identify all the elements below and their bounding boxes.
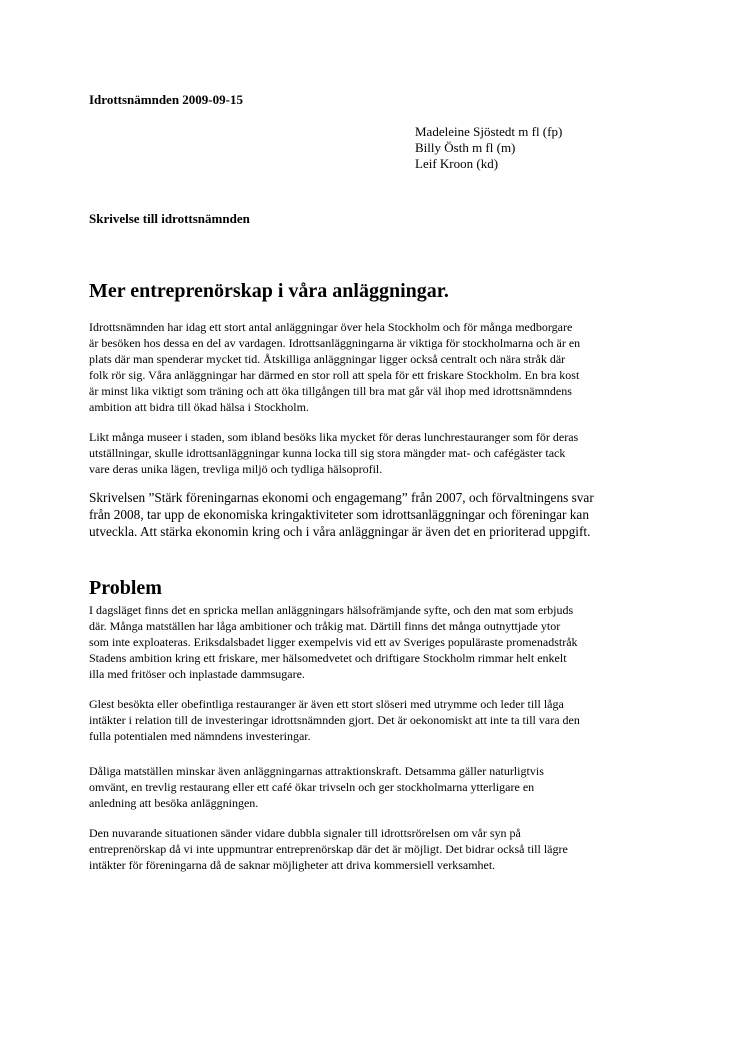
paragraph-line: Likt många museer i staden, som ibland besöks lika mycket för deras lunchrestauranger som för deras bbox=[89, 430, 579, 444]
intro-paragraph bbox=[89, 319, 659, 415]
problem-paragraph bbox=[89, 825, 659, 873]
problem-paragraph bbox=[89, 696, 659, 744]
paragraph-line: Glest besökta eller obefintliga restauranger är även ett stort slöseri med utrymme och leder till låga bbox=[89, 697, 564, 711]
section-heading-problem: Problem bbox=[89, 577, 162, 599]
paragraph-line: Idrottsnämnden har idag ett stort antal anläggningar över hela Stockholm och för många medborgare bbox=[89, 320, 573, 334]
paragraph-line: är minst lika viktigt som träning och att öka tillgången till bra mat går väl ihop med idrottsnämndens bbox=[89, 384, 572, 398]
paragraph-line: utställningar, skulle idrottsanläggningar kunna locka till sig stora mängder mat- och cafégäster tack bbox=[89, 446, 566, 460]
paragraph-line: intäkter för föreningarna då de saknar möjligheter att driva kommersiell verksamhet. bbox=[89, 858, 496, 872]
document-title: Mer entreprenörskap i våra anläggningar. bbox=[89, 280, 449, 302]
author-list bbox=[415, 124, 562, 172]
paragraph-line: är besöken hos dessa en del av vardagen. Idrottsanläggningarna är viktiga för stockholmarna och är en bbox=[89, 336, 581, 350]
paragraph-line: Stadens ambition kring ett friskare, mer hälsomedvetet och driftigare Stockholm rimmar helt enkelt bbox=[89, 651, 567, 665]
paragraph-line: folk rör sig. Våra anläggningar har därmed en stor roll att spela för ett friskare Stockholm. En bra kost bbox=[89, 368, 580, 382]
paragraph-line: anledning att besöka anläggningen. bbox=[89, 796, 259, 810]
paragraph-line: intäkter i relation till de investeringar idrottsnämnden gjort. Det är oekonomiskt att inte ta till vara den bbox=[89, 713, 580, 727]
paragraph-line: entreprenörskap då vi inte uppmuntrar entreprenörskap där det är möjligt. Det bidrar också till lägre bbox=[89, 842, 568, 856]
paragraph-line: där. Många matställen har låga ambitioner och tråkig mat. Därtill finns det många outnyttjade ytor bbox=[89, 619, 561, 633]
paragraph-line: plats där man spenderar mycket tid. Åtskilliga anläggningar ligger också centralt och nära stråk där bbox=[89, 352, 566, 366]
problem-paragraph bbox=[89, 763, 659, 811]
paragraph-line: I dagsläget finns det en spricka mellan anläggningars hälsofrämjande syfte, och den mat som erbjuds bbox=[89, 603, 574, 617]
paragraph-line: vare deras unika lägen, trevliga miljö och tydliga hälsoprofil. bbox=[89, 462, 383, 476]
recipient-line: Skrivelse till idrottsnämnden bbox=[89, 211, 250, 226]
problem-paragraph bbox=[89, 602, 659, 682]
paragraph-line: från 2008, tar upp de ekonomiska kringaktiviteter som idrottsanläggningar och föreningar kan bbox=[89, 507, 589, 522]
paragraph-line: Skrivelsen ”Stärk föreningarnas ekonomi och engagemang” från 2007, och förvaltningens svar bbox=[89, 490, 594, 505]
paragraph-line: Den nuvarande situationen sänder vidare dubbla signaler till idrottsrörelsen om vår syn på bbox=[89, 826, 521, 840]
paragraph-line: ambition att bidra till ökad hälsa i Stockholm. bbox=[89, 400, 309, 414]
paragraph-line: illa med fritöser och inplastade dammsugare. bbox=[89, 667, 305, 681]
paragraph-line: omvänt, en trevlig restaurang eller ett café ökar trivseln och ger stockholmarna ytterligare en bbox=[89, 780, 535, 794]
paragraph-line: utveckla. Att stärka ekonomin kring och i våra anläggningar är även det en prioriterad uppgift. bbox=[89, 524, 591, 539]
paragraph-line: som inte exploateras. Eriksdalsbadet ligger exempelvis vid ett av Sveriges populäraste promenadstråk bbox=[89, 635, 578, 649]
author-line: Billy Östh m fl (m) bbox=[415, 140, 516, 155]
paragraph-line: fulla potentialen med nämndens investeringar. bbox=[89, 729, 311, 743]
paragraph-line: Dåliga matställen minskar även anläggningarnas attraktionskraft. Detsamma gäller naturligtvis bbox=[89, 764, 544, 778]
intro-paragraph bbox=[89, 489, 659, 540]
document-date-line: Idrottsnämnden 2009-09-15 bbox=[89, 92, 243, 107]
intro-paragraph bbox=[89, 429, 659, 477]
author-line: Leif Kroon (kd) bbox=[415, 156, 499, 171]
author-line: Madeleine Sjöstedt m fl (fp) bbox=[415, 124, 563, 139]
